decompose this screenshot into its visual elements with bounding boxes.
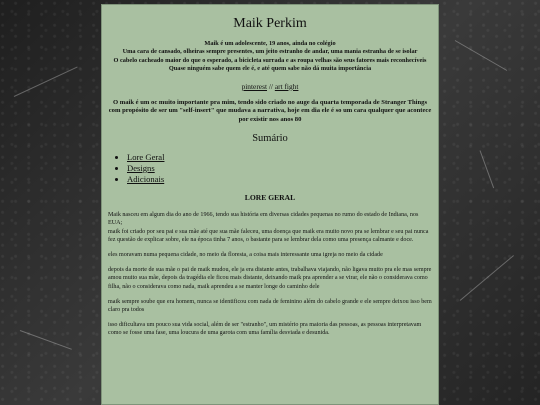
lore-paragraph: depois da morte de sua mãe o pai de maik mudou, ele ja era distante antes, trabalhava viajando, não ligava muito pra ele mas sempre amou muito sua mãe, depois da tragédia ele ficou mais distante, deixando maik pra aprender a se virar, ele não o considerava como filha, não o considerava como nada, maik aprendeu a se manter longe do caminho dele <box>108 267 432 290</box>
lore-paragraph: eles moravam numa pequena cidade, no meio da floresta, a coisa mais interessante uma igreja no meio da cidade <box>108 252 383 258</box>
lore-paragraph: Maik nasceu em algum dia do ano de 1966, tendo sua história em diversas cidades pequenas no rumo do estado de Indiana, nos EUA; maik foi criado por seu pai e sua mãe até que sua mãe faleceu, uma doença que maik era muito novo pra se lembrar e seu pai nunca fez questão de explicar sobre, ele na época tinha 7 anos, o bastante para se lembrar dela como uma presença calmante e doce. <box>108 212 429 243</box>
page-title: Maik Perkim <box>233 16 307 31</box>
background-scratch <box>460 255 514 301</box>
intro-line: Uma cara de cansado, olheiras sempre presentes, um jeito estranho de andar, uma mania estranha de se isolar <box>122 48 418 56</box>
background-scratch <box>14 66 78 96</box>
link-separator: // <box>267 81 275 91</box>
external-links <box>108 82 432 91</box>
summary-heading: Sumário <box>252 133 288 145</box>
section-heading-lore: LORE GERAL <box>244 193 296 203</box>
table-of-contents <box>108 152 432 184</box>
intro-block <box>108 40 432 74</box>
toc-link-lore-geral[interactable]: Lore Geral <box>127 152 165 163</box>
background-scratch <box>20 330 72 350</box>
toc-item-designs <box>127 163 432 174</box>
background-scratch <box>480 150 495 188</box>
intro-line: Maik é um adolescente, 19 anos, ainda no colégio <box>204 40 336 47</box>
toc-link-adicionais[interactable]: Adicionais <box>127 173 165 184</box>
art-fight-link[interactable]: art fight <box>274 81 299 91</box>
toc-link-designs[interactable]: Designs <box>127 163 155 173</box>
oc-description: O maik é um oc muito importante pra mim, tendo sido criado no auge da quarta temporada de Stranger Things com propósito de ser um "self-insert" que mudava a narrativa, hoje em dia ele é so um cara qualquer que acontece por existir nos anos 80 <box>108 98 432 123</box>
intro-line: O cabelo cacheado maior do que o esperado, a bicicleta surrada e as roupa velhas são seus fatores mais reconhecíveis <box>113 56 427 64</box>
toc-item-adicionais <box>127 174 432 185</box>
lore-text <box>108 211 432 337</box>
background-scratch <box>455 40 507 71</box>
profile-panel <box>101 4 439 405</box>
lore-paragraph: maik sempre soube que era homem, nunca se identificou com nada de feminino além do cabelo grande e ele sempre deixou isso bem claro pra todos <box>108 298 432 314</box>
lore-paragraph: isso dificultava um pouco sua vida social, além de ser "estranho", um mistério pra maioria das pessoas, as pessoas interpretavam como se fosse uma fase, uma loucura de uma garota com uma família desviada e desunida. <box>108 322 422 337</box>
pinterest-link[interactable]: pinterest <box>241 81 268 91</box>
toc-item-lore-geral <box>127 152 432 163</box>
intro-line: Quase ninguém sabe quem ele é, e até quem sabe não dá muita importância <box>168 65 372 73</box>
